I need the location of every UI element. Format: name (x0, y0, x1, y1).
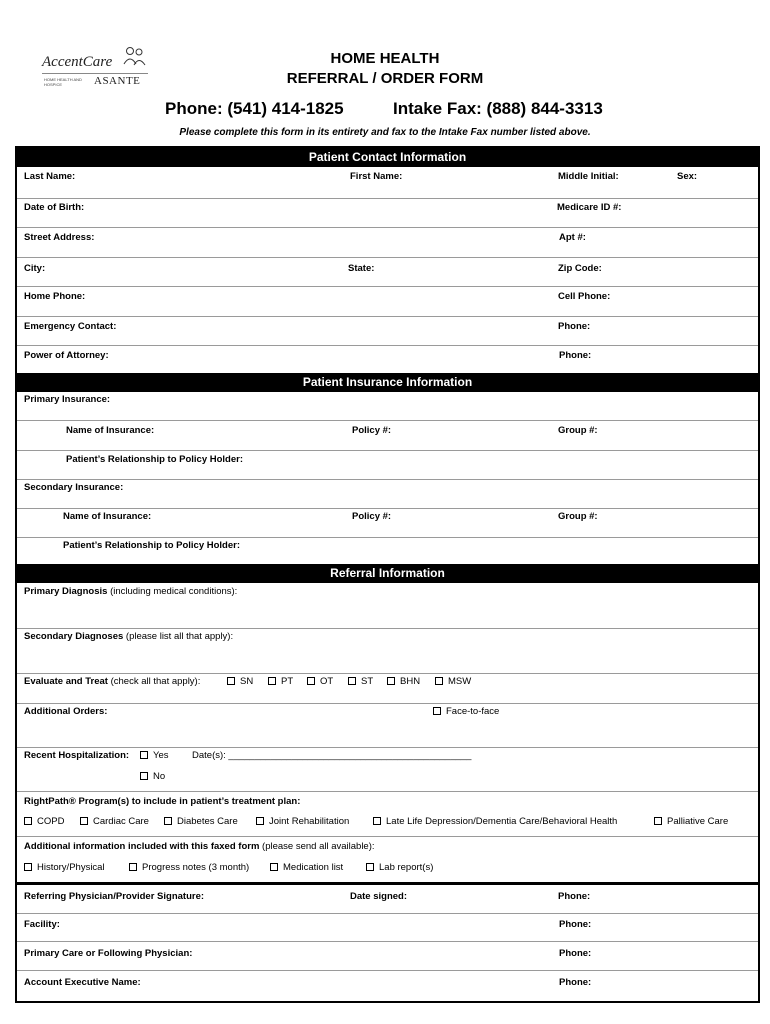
poa-label: Power of Attorney: (24, 350, 109, 361)
evaluate-treat-label: Evaluate and Treat (check all that apply): (24, 676, 201, 687)
facility-phone-label: Phone: (559, 919, 592, 930)
zip-code-label: Zip Code: (558, 263, 602, 274)
state-label: State: (348, 263, 375, 274)
secondary-insurance-label: Secondary Insurance: (24, 482, 124, 493)
middle-initial-label: Middle Initial: (558, 171, 619, 182)
referral-info-heading: Referral Information (17, 564, 758, 583)
secondary-diagnoses-row[interactable] (17, 629, 758, 674)
facility-row[interactable] (17, 914, 758, 942)
checkbox-msw[interactable]: MSW (435, 676, 471, 687)
referral-form (15, 146, 760, 1003)
additional-info-label: Additional information included with this faxed form (please send all available): (24, 841, 375, 852)
additional-info-row (17, 837, 758, 885)
emergency-phone-label: Phone: (558, 321, 591, 332)
sex-label: Sex: (677, 171, 698, 182)
medicare-id-label: Medicare ID #: (557, 202, 622, 213)
checkbox-sn[interactable]: SN (227, 676, 253, 687)
primary-relationship-label: Patient’s Relationship to Policy Holder: (66, 454, 244, 465)
dob-row[interactable] (17, 199, 758, 228)
secondary-diagnoses-label: Secondary Diagnoses (please list all that apply): (24, 631, 234, 642)
form-title-line2: REFERRAL / ORDER FORM (286, 70, 484, 87)
recent-hospitalization-label: Recent Hospitalization: (24, 750, 130, 761)
physician-phone-label: Phone: (558, 891, 591, 902)
primary-group-label: Group #: (558, 425, 598, 436)
checkbox-late-life-depression[interactable]: Late Life Depression/Dementia Care/Behavioral Health (373, 816, 617, 827)
primary-diagnosis-row[interactable] (17, 583, 758, 629)
dob-label: Date of Birth: (24, 202, 85, 213)
checkbox-hosp-no[interactable]: No (140, 771, 165, 782)
account-executive-row[interactable] (17, 971, 758, 1001)
primary-relationship-row[interactable] (17, 451, 758, 480)
primary-care-row[interactable] (17, 942, 758, 971)
checkbox-history-physical[interactable]: History/Physical (24, 862, 105, 873)
rightpath-row (17, 792, 758, 837)
patient-insurance-heading: Patient Insurance Information (17, 373, 758, 392)
checkbox-cardiac-care[interactable]: Cardiac Care (80, 816, 149, 827)
city-row[interactable] (17, 258, 758, 287)
primary-diagnosis-label: Primary Diagnosis (including medical conditions): (24, 586, 238, 597)
evaluate-treat-row (17, 674, 758, 704)
logo-brand-secondary: ASANTE (94, 75, 141, 87)
secondary-insurance-name-label: Name of Insurance: (63, 511, 152, 522)
secondary-group-label: Group #: (558, 511, 598, 522)
phone-number: Phone: (541) 414-1825 (165, 99, 344, 118)
checkbox-medication-list[interactable]: Medication list (270, 862, 343, 873)
account-executive-label: Account Executive Name: (24, 977, 141, 988)
first-name-label: First Name: (350, 171, 403, 182)
secondary-insurance-row[interactable] (17, 480, 758, 509)
checkbox-ot[interactable]: OT (307, 676, 333, 687)
checkbox-diabetes-care[interactable]: Diabetes Care (164, 816, 238, 827)
secondary-policy-label: Policy #: (352, 511, 392, 522)
street-address-label: Street Address: (24, 232, 95, 243)
additional-orders-row[interactable] (17, 704, 758, 748)
patient-contact-heading: Patient Contact Information (17, 148, 758, 167)
home-phone-label: Home Phone: (24, 291, 86, 302)
hospitalization-dates-field[interactable]: Date(s): ______________________________________________ (192, 750, 472, 761)
accentcare-asante-logo (40, 44, 152, 94)
checkbox-face-to-face[interactable]: Face-to-face (433, 706, 499, 717)
people-icon (122, 46, 148, 68)
form-instruction: Please complete this form in its entirety and fax to the Intake Fax number listed above. (179, 127, 591, 138)
rightpath-label: RightPath® Program(s) to include in patient’s treatment plan: (24, 796, 301, 807)
emergency-contact-row[interactable] (17, 317, 758, 346)
checkbox-pt[interactable]: PT (268, 676, 293, 687)
physician-signature-row[interactable] (17, 885, 758, 914)
physician-signature-label: Referring Physician/Provider Signature: (24, 891, 205, 902)
secondary-insurance-name-row[interactable] (17, 509, 758, 538)
street-row[interactable] (17, 228, 758, 258)
logo-tagline: HOME HEALTH AND HOSPICE (44, 77, 82, 87)
date-signed-label: Date signed: (350, 891, 408, 902)
checkbox-copd[interactable]: COPD (24, 816, 64, 827)
emergency-contact-label: Emergency Contact: (24, 321, 117, 332)
checkbox-progress-notes[interactable]: Progress notes (3 month) (129, 862, 249, 873)
name-row[interactable] (17, 167, 758, 199)
form-title-line1: HOME HEALTH (330, 50, 440, 67)
last-name-label: Last Name: (24, 171, 76, 182)
primary-policy-label: Policy #: (352, 425, 392, 436)
checkbox-st[interactable]: ST (348, 676, 373, 687)
poa-phone-label: Phone: (559, 350, 592, 361)
intake-fax-number: Intake Fax: (888) 844-3313 (393, 99, 603, 118)
logo-divider (42, 73, 148, 74)
checkbox-hosp-yes[interactable]: Yes (140, 750, 169, 761)
recent-hospitalization-row (17, 748, 758, 792)
primary-insurance-row[interactable] (17, 392, 758, 421)
primary-insurance-label: Primary Insurance: (24, 394, 111, 405)
account-executive-phone-label: Phone: (559, 977, 592, 988)
secondary-relationship-row[interactable] (17, 538, 758, 564)
logo-brand-primary: AccentCare (42, 54, 113, 70)
phone-row[interactable] (17, 287, 758, 317)
checkbox-palliative-care[interactable]: Palliative Care (654, 816, 728, 827)
primary-insurance-name-label: Name of Insurance: (66, 425, 155, 436)
primary-care-physician-label: Primary Care or Following Physician: (24, 948, 193, 959)
secondary-relationship-label: Patient’s Relationship to Policy Holder: (63, 540, 241, 551)
apt-label: Apt #: (559, 232, 586, 243)
primary-care-phone-label: Phone: (559, 948, 592, 959)
checkbox-bhn[interactable]: BHN (387, 676, 420, 687)
checkbox-lab-reports[interactable]: Lab report(s) (366, 862, 433, 873)
primary-insurance-name-row[interactable] (17, 421, 758, 451)
checkbox-joint-rehab[interactable]: Joint Rehabilitation (256, 816, 349, 827)
cell-phone-label: Cell Phone: (558, 291, 611, 302)
facility-label: Facility: (24, 919, 60, 930)
poa-row[interactable] (17, 346, 758, 373)
city-label: City: (24, 263, 46, 274)
additional-orders-label: Additional Orders: (24, 706, 108, 717)
